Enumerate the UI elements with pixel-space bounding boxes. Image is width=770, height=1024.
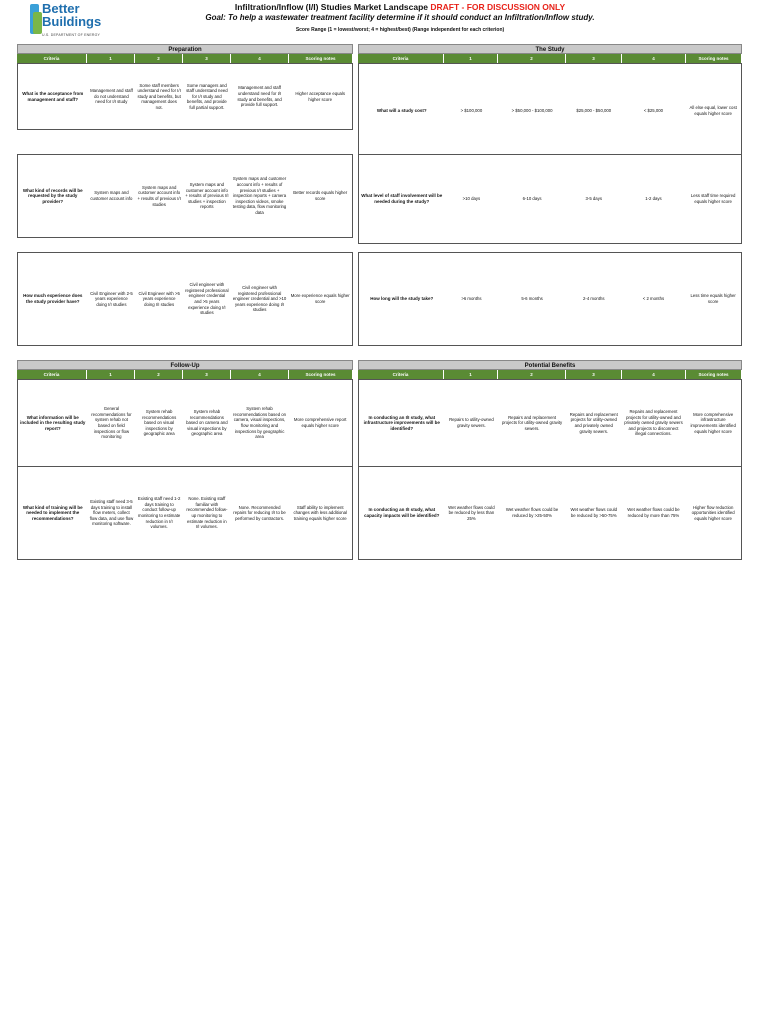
criteria-cell: What kind of training will be needed to implement the recommendations? — [22, 504, 83, 521]
score-4-cell: Wet weather flows could be reduced by more than 75% — [627, 507, 680, 518]
criteria-cell: What is the acceptance from management and staff? — [22, 90, 84, 102]
criteria-cell: What kind of records will be requested by the study provider? — [22, 187, 83, 204]
score-3-cell: 2-4 months — [583, 296, 605, 302]
score-3-cell: $25,000 - $50,000 — [576, 107, 612, 113]
score-1-cell: Civil Engineer with 2-5 years experience doing I/I studies — [90, 290, 133, 307]
column-header-bar — [17, 370, 353, 379]
score-4-cell: Management and staff understand need for I/I study and benefits, and provide full support. — [237, 85, 282, 108]
score-3-cell: 3-5 days — [585, 196, 602, 202]
col-4: 4 — [622, 370, 686, 379]
col-4: 4 — [231, 370, 289, 379]
col-2: 2 — [498, 54, 566, 63]
score-3-cell: Wet weather flows could be reduced by >50-75% — [570, 507, 618, 518]
score-1-cell: Wet weather flows could be reduced by less than 25% — [448, 504, 495, 521]
score-1-cell: System maps and customer account info — [90, 190, 133, 201]
table-row — [358, 154, 742, 244]
section-potential-benefits — [358, 360, 742, 521]
score-3-cell: None. Existing staff familiar with recommended follow-up monitoring to estimate reduction in I/I volumes. — [186, 496, 228, 530]
table-row — [358, 63, 742, 158]
score-4-cell: 1-2 days — [645, 196, 662, 202]
criteria-cell: What will a study cost? — [376, 107, 427, 113]
col-3: 3 — [566, 370, 622, 379]
scoring-note-cell: Higher acceptance equals higher score — [295, 90, 346, 102]
section-title: Potential Benefits — [358, 360, 742, 370]
table-row — [358, 379, 742, 467]
table-row — [17, 466, 353, 560]
scoring-note-cell: All else equal, lower cost equals higher score — [689, 104, 737, 116]
section-title: The Study — [358, 44, 742, 54]
criteria-cell: How much experience does the study provider have? — [23, 293, 83, 304]
criteria-cell: What level of staff involvement will be needed during the study? — [361, 193, 443, 204]
scoring-note-cell: More comprehensive infrastructure improvements identified equals higher score — [690, 411, 736, 434]
col-3: 3 — [566, 54, 622, 63]
col-2: 2 — [498, 370, 566, 379]
col-scoring-notes: Scoring notes — [289, 370, 353, 379]
score-3-cell: Civil engineer with registered professional engineer credential and >5 years experience doing I/I studies — [185, 282, 229, 316]
better-buildings-logo — [30, 2, 102, 42]
scoring-note-cell: More experience equals higher score — [290, 293, 350, 304]
table-row — [358, 252, 742, 346]
col-3: 3 — [183, 54, 231, 63]
score-1-cell: Management and staff do not understand need for I/I study — [90, 88, 133, 105]
scoring-note-cell: Staff ability to implement changes with less additional training equals higher score — [293, 504, 347, 521]
scoring-note-cell: Higher flow reduction opportunities identified equals higher score — [691, 504, 735, 521]
scoring-note-cell: Less staff time required equals higher score — [690, 193, 736, 204]
page-title — [120, 2, 680, 12]
score-2-cell: Wet weather flows could be reduced by >25-50% — [505, 507, 559, 518]
col-scoring-notes: Scoring notes — [686, 54, 742, 63]
col-1: 1 — [444, 370, 498, 379]
goal-text: Goal: To help a wastewater treatment facility determine if it should conduct an Infiltration/Inflow study. — [205, 13, 595, 22]
col-4: 4 — [622, 54, 686, 63]
score-4-cell: Civil engineer with registered professional engineer credential and >10 years experience doing I/I studies — [232, 285, 287, 313]
score-2-cell: Existing staff need 1-2 days training to conduct follow-up monitoring to estimate reduction in I/I volumes. — [137, 496, 181, 530]
column-header-bar — [17, 54, 353, 63]
score-4-cell: System maps and customer account info + results of previous I/I studies + inspection reports + camera inspection videos, smoke testing data, flow monitoring data — [232, 176, 287, 215]
score-2-cell: 6-10 days — [522, 196, 542, 202]
score-1-cell: General recommendations for system rehab not based on field inspections or flow monitoring — [91, 406, 132, 440]
score-2-cell: System maps and customer account info + results of previous I/I studies — [137, 184, 181, 207]
draft-badge: DRAFT - FOR DISCUSSION ONLY — [430, 2, 566, 12]
col-2: 2 — [135, 54, 183, 63]
score-2-cell: > $50,000 - $100,000 — [511, 107, 553, 113]
score-3-cell: System maps and customer account info + results of previous I/I studies + inspection reports — [185, 182, 229, 210]
scoring-note-cell: Better records equals higher score — [293, 190, 348, 201]
table-row — [17, 154, 353, 238]
section-follow-up — [17, 360, 353, 530]
logo-word-1: Better — [42, 1, 80, 16]
score-3-cell: Repairs and replacement projects for utility-owned and privately owned gravity sewers. — [569, 411, 618, 434]
score-2-cell: Civil Engineer with >5 years experience doing I/I studies — [138, 290, 180, 307]
criteria-cell: In conducting an I/I study, what capacity impacts will be identified? — [364, 507, 440, 518]
col-1: 1 — [87, 54, 135, 63]
score-3-cell: System rehab recommendations based on camera and visual inspections by geographic area — [186, 409, 228, 437]
score-4-cell: < $25,000 — [643, 107, 664, 113]
score-1-cell: >6 months — [461, 296, 482, 302]
score-1-cell: >10 days — [462, 196, 481, 202]
table-row — [358, 466, 742, 560]
scoring-note-cell: Less time equals higher score — [690, 293, 736, 304]
col-4: 4 — [231, 54, 289, 63]
score-1-cell: Repairs to utility-owned gravity sewers. — [449, 417, 494, 428]
score-range-text: Score Range (1 = lowest/worst; 4 = highest/best) (Range independent for each criterion) — [295, 27, 505, 33]
score-2-cell: Repairs and replacement projects for utility-owned gravity sewers. — [501, 414, 563, 431]
logo-subtitle: U.S. DEPARTMENT OF ENERGY — [42, 33, 101, 37]
logo-word-2: Buildings — [42, 14, 102, 29]
col-criteria: Criteria — [17, 370, 87, 379]
section-preparation — [17, 44, 353, 316]
col-scoring-notes: Scoring notes — [686, 370, 742, 379]
score-2-cell: System rehab recommendations based on visual inspections by geographic area — [142, 409, 177, 437]
col-criteria: Criteria — [358, 370, 444, 379]
score-4-cell: < 2 months — [642, 296, 665, 302]
col-3: 3 — [183, 370, 231, 379]
score-4-cell: Repairs and replacement projects for utility-owned and privately owned gravity sewers and projects to disconnect illegal connections. — [624, 409, 683, 437]
column-header-bar — [358, 370, 742, 379]
score-4-cell: None. Recommended repairs for reducing I/I to be performed by contractors. — [233, 504, 286, 521]
score-4-cell: System rehab recommendations based on camera, visual inspections, flow monitoring and inspections by geographic area — [233, 406, 287, 440]
col-criteria: Criteria — [17, 54, 87, 63]
section-title: Preparation — [17, 44, 353, 54]
scoring-note-cell: More comprehensive report equals higher score — [293, 417, 347, 428]
col-1: 1 — [444, 54, 498, 63]
table-row — [17, 63, 353, 130]
col-scoring-notes: Scoring notes — [289, 54, 353, 63]
col-2: 2 — [135, 370, 183, 379]
score-1-cell: Existing staff need 3-5 days training to install flow meters, collect flow data, and use flow monitoring software. — [89, 499, 134, 527]
score-3-cell: Some managers and staff understand need for I/I study and benefits, and provide full partial support. — [186, 82, 228, 110]
title-text: Infiltration/Inflow (I/I) Studies Market Landscape — [234, 2, 429, 12]
logo-mark-secondary-icon — [33, 12, 42, 34]
criteria-cell: What information will be included in the resulting study report? — [20, 414, 86, 431]
score-2-cell: Some staff members understand need for I/I study and benefits, but management does not. — [137, 82, 181, 110]
criteria-cell: In conducting an I/I study, what infrastructure improvements will be identified? — [363, 414, 440, 431]
score-2-cell: 5-6 months — [521, 296, 543, 302]
section-the-study — [358, 44, 742, 304]
col-criteria: Criteria — [358, 54, 444, 63]
section-title: Follow-Up — [17, 360, 353, 370]
score-1-cell: > $100,000 — [460, 107, 483, 113]
col-1: 1 — [87, 370, 135, 379]
table-row — [17, 252, 353, 346]
table-row — [17, 379, 353, 467]
criteria-cell: How long will the study take? — [370, 296, 434, 302]
column-header-bar — [358, 54, 742, 63]
